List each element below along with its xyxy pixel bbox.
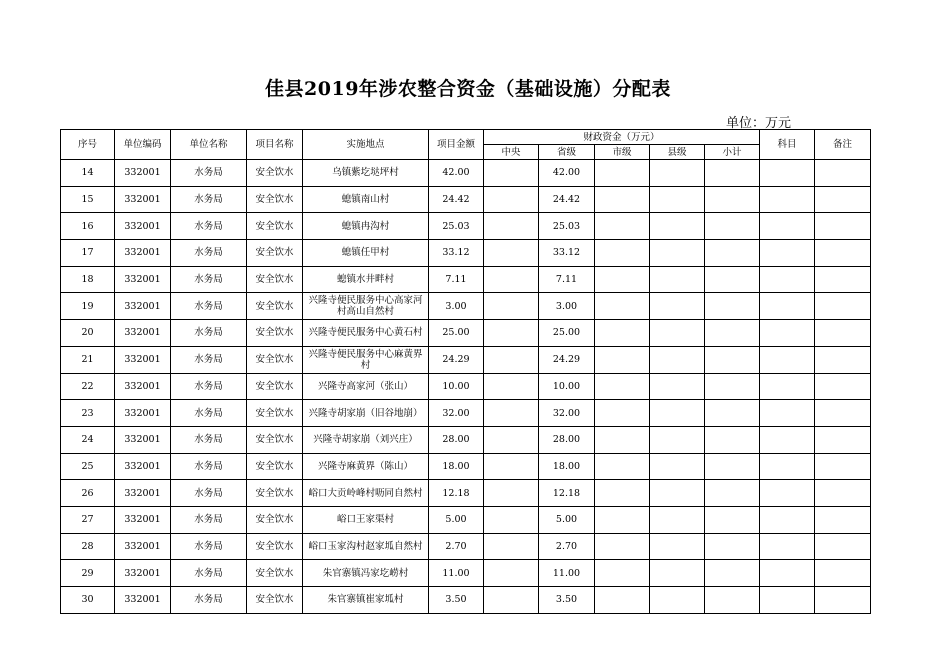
cell-subtotal bbox=[705, 266, 760, 293]
cell-city bbox=[595, 506, 650, 533]
cell-subtotal bbox=[705, 240, 760, 267]
cell-provincial: 5.00 bbox=[539, 506, 595, 533]
cell-provincial: 32.00 bbox=[539, 400, 595, 427]
cell-project-name: 安全饮水 bbox=[247, 213, 303, 240]
cell-provincial: 3.00 bbox=[539, 293, 595, 320]
table-row bbox=[61, 453, 871, 480]
cell-amount: 12.18 bbox=[429, 480, 484, 507]
cell-city bbox=[595, 373, 650, 400]
table-row bbox=[61, 320, 871, 347]
cell-unit-name: 水务局 bbox=[171, 533, 247, 560]
cell-county bbox=[650, 506, 705, 533]
cell-county bbox=[650, 533, 705, 560]
cell-central bbox=[484, 346, 539, 373]
cell-amount: 7.11 bbox=[429, 266, 484, 293]
cell-unit-name: 水务局 bbox=[171, 320, 247, 347]
header-subject: 科目 bbox=[760, 130, 815, 160]
cell-location: 螅镇水井畔村 bbox=[303, 266, 429, 293]
cell-central bbox=[484, 560, 539, 587]
cell-unit-code: 332001 bbox=[115, 506, 171, 533]
cell-amount: 42.00 bbox=[429, 160, 484, 187]
cell-city bbox=[595, 320, 650, 347]
cell-remarks bbox=[815, 480, 871, 507]
cell-subject bbox=[760, 320, 815, 347]
cell-provincial: 24.42 bbox=[539, 186, 595, 213]
cell-unit-name: 水务局 bbox=[171, 506, 247, 533]
cell-provincial: 10.00 bbox=[539, 373, 595, 400]
cell-county bbox=[650, 426, 705, 453]
cell-remarks bbox=[815, 293, 871, 320]
cell-unit-code: 332001 bbox=[115, 213, 171, 240]
cell-project-name: 安全饮水 bbox=[247, 453, 303, 480]
cell-seq: 14 bbox=[61, 160, 115, 187]
header-project-name: 项目名称 bbox=[247, 130, 303, 160]
cell-remarks bbox=[815, 266, 871, 293]
cell-unit-code: 332001 bbox=[115, 587, 171, 614]
cell-county bbox=[650, 320, 705, 347]
cell-seq: 15 bbox=[61, 186, 115, 213]
cell-location: 兴隆寺高家河（张山） bbox=[303, 373, 429, 400]
cell-unit-name: 水务局 bbox=[171, 293, 247, 320]
cell-location: 峪口玉家沟村赵家坬自然村 bbox=[303, 533, 429, 560]
cell-project-name: 安全饮水 bbox=[247, 186, 303, 213]
page-title: 佳县2019年涉农整合资金（基础设施）分配表 bbox=[265, 78, 671, 100]
allocation-table bbox=[60, 129, 871, 614]
cell-subtotal bbox=[705, 160, 760, 187]
cell-central bbox=[484, 373, 539, 400]
cell-project-name: 安全饮水 bbox=[247, 587, 303, 614]
cell-city bbox=[595, 240, 650, 267]
table-row bbox=[61, 213, 871, 240]
unit-label: 单位：万元 bbox=[726, 116, 792, 131]
cell-seq: 22 bbox=[61, 373, 115, 400]
table-row bbox=[61, 560, 871, 587]
cell-unit-name: 水务局 bbox=[171, 240, 247, 267]
cell-project-name: 安全饮水 bbox=[247, 506, 303, 533]
cell-county bbox=[650, 480, 705, 507]
cell-provincial: 18.00 bbox=[539, 453, 595, 480]
cell-city bbox=[595, 266, 650, 293]
cell-project-name: 安全饮水 bbox=[247, 426, 303, 453]
cell-location: 兴隆寺麻黄界（陈山） bbox=[303, 453, 429, 480]
cell-subtotal bbox=[705, 320, 760, 347]
cell-unit-name: 水务局 bbox=[171, 400, 247, 427]
cell-subtotal bbox=[705, 480, 760, 507]
cell-central bbox=[484, 213, 539, 240]
cell-county bbox=[650, 240, 705, 267]
cell-project-name: 安全饮水 bbox=[247, 266, 303, 293]
cell-provincial: 3.50 bbox=[539, 587, 595, 614]
cell-amount: 10.00 bbox=[429, 373, 484, 400]
table-row bbox=[61, 240, 871, 267]
table-row bbox=[61, 587, 871, 614]
cell-seq: 30 bbox=[61, 587, 115, 614]
cell-subject bbox=[760, 587, 815, 614]
header-amount: 项目金额 bbox=[429, 130, 484, 160]
cell-unit-code: 332001 bbox=[115, 293, 171, 320]
cell-unit-code: 332001 bbox=[115, 533, 171, 560]
table-row bbox=[61, 160, 871, 187]
cell-county bbox=[650, 560, 705, 587]
cell-city bbox=[595, 560, 650, 587]
cell-city bbox=[595, 480, 650, 507]
cell-unit-code: 332001 bbox=[115, 266, 171, 293]
header-finance-group: 财政资金（万元） bbox=[484, 130, 760, 145]
cell-subtotal bbox=[705, 186, 760, 213]
cell-subtotal bbox=[705, 560, 760, 587]
cell-subject bbox=[760, 400, 815, 427]
cell-seq: 26 bbox=[61, 480, 115, 507]
cell-unit-name: 水务局 bbox=[171, 453, 247, 480]
cell-location: 朱官寨镇崔家坬村 bbox=[303, 587, 429, 614]
cell-central bbox=[484, 320, 539, 347]
cell-city bbox=[595, 160, 650, 187]
cell-remarks bbox=[815, 373, 871, 400]
cell-subject bbox=[760, 160, 815, 187]
cell-unit-name: 水务局 bbox=[171, 426, 247, 453]
cell-unit-name: 水务局 bbox=[171, 186, 247, 213]
header-unit-name: 单位名称 bbox=[171, 130, 247, 160]
cell-amount: 25.00 bbox=[429, 320, 484, 347]
cell-unit-name: 水务局 bbox=[171, 587, 247, 614]
cell-unit-name: 水务局 bbox=[171, 480, 247, 507]
cell-amount: 32.00 bbox=[429, 400, 484, 427]
cell-subject bbox=[760, 480, 815, 507]
cell-unit-code: 332001 bbox=[115, 560, 171, 587]
table-row bbox=[61, 373, 871, 400]
cell-seq: 19 bbox=[61, 293, 115, 320]
cell-subject bbox=[760, 426, 815, 453]
cell-amount: 28.00 bbox=[429, 426, 484, 453]
table-row bbox=[61, 506, 871, 533]
cell-provincial: 11.00 bbox=[539, 560, 595, 587]
cell-city bbox=[595, 453, 650, 480]
cell-subtotal bbox=[705, 400, 760, 427]
cell-unit-name: 水务局 bbox=[171, 346, 247, 373]
header-seq: 序号 bbox=[61, 130, 115, 160]
header-city: 市级 bbox=[595, 145, 650, 160]
cell-central bbox=[484, 587, 539, 614]
cell-amount: 3.00 bbox=[429, 293, 484, 320]
cell-provincial: 33.12 bbox=[539, 240, 595, 267]
cell-central bbox=[484, 400, 539, 427]
cell-central bbox=[484, 506, 539, 533]
table-row bbox=[61, 533, 871, 560]
cell-subtotal bbox=[705, 293, 760, 320]
cell-amount: 11.00 bbox=[429, 560, 484, 587]
cell-subject bbox=[760, 186, 815, 213]
cell-amount: 24.42 bbox=[429, 186, 484, 213]
cell-seq: 21 bbox=[61, 346, 115, 373]
cell-remarks bbox=[815, 426, 871, 453]
cell-subtotal bbox=[705, 453, 760, 480]
cell-central bbox=[484, 480, 539, 507]
cell-seq: 16 bbox=[61, 213, 115, 240]
cell-remarks bbox=[815, 587, 871, 614]
cell-provincial: 42.00 bbox=[539, 160, 595, 187]
cell-project-name: 安全饮水 bbox=[247, 346, 303, 373]
cell-county bbox=[650, 266, 705, 293]
cell-county bbox=[650, 160, 705, 187]
cell-remarks bbox=[815, 320, 871, 347]
cell-county bbox=[650, 213, 705, 240]
cell-location: 峪口王家渠村 bbox=[303, 506, 429, 533]
cell-remarks bbox=[815, 213, 871, 240]
cell-provincial: 25.03 bbox=[539, 213, 595, 240]
cell-unit-name: 水务局 bbox=[171, 266, 247, 293]
header-central: 中央 bbox=[484, 145, 539, 160]
cell-subject bbox=[760, 213, 815, 240]
table-row bbox=[61, 480, 871, 507]
cell-seq: 23 bbox=[61, 400, 115, 427]
cell-amount: 18.00 bbox=[429, 453, 484, 480]
cell-city bbox=[595, 346, 650, 373]
header-location: 实施地点 bbox=[303, 130, 429, 160]
cell-county bbox=[650, 453, 705, 480]
cell-project-name: 安全饮水 bbox=[247, 560, 303, 587]
cell-unit-code: 332001 bbox=[115, 373, 171, 400]
cell-subject bbox=[760, 533, 815, 560]
cell-provincial: 24.29 bbox=[539, 346, 595, 373]
cell-unit-code: 332001 bbox=[115, 346, 171, 373]
cell-location: 螅镇南山村 bbox=[303, 186, 429, 213]
cell-unit-code: 332001 bbox=[115, 400, 171, 427]
cell-subtotal bbox=[705, 213, 760, 240]
cell-city bbox=[595, 213, 650, 240]
cell-provincial: 2.70 bbox=[539, 533, 595, 560]
cell-unit-code: 332001 bbox=[115, 480, 171, 507]
cell-location: 乌镇紫圪垯坪村 bbox=[303, 160, 429, 187]
cell-central bbox=[484, 240, 539, 267]
cell-unit-code: 332001 bbox=[115, 453, 171, 480]
cell-location: 兴隆寺胡家崩（刘兴庄） bbox=[303, 426, 429, 453]
cell-remarks bbox=[815, 160, 871, 187]
cell-project-name: 安全饮水 bbox=[247, 533, 303, 560]
cell-amount: 24.29 bbox=[429, 346, 484, 373]
cell-county bbox=[650, 346, 705, 373]
cell-county bbox=[650, 587, 705, 614]
cell-remarks bbox=[815, 240, 871, 267]
cell-location: 螅镇冉沟村 bbox=[303, 213, 429, 240]
cell-provincial: 25.00 bbox=[539, 320, 595, 347]
cell-remarks bbox=[815, 400, 871, 427]
cell-subject bbox=[760, 506, 815, 533]
cell-project-name: 安全饮水 bbox=[247, 480, 303, 507]
cell-unit-code: 332001 bbox=[115, 240, 171, 267]
cell-city bbox=[595, 293, 650, 320]
cell-seq: 18 bbox=[61, 266, 115, 293]
cell-unit-name: 水务局 bbox=[171, 160, 247, 187]
cell-unit-name: 水务局 bbox=[171, 560, 247, 587]
cell-subject bbox=[760, 266, 815, 293]
cell-location: 螅镇任甲村 bbox=[303, 240, 429, 267]
cell-location: 兴隆寺便民服务中心黄石村 bbox=[303, 320, 429, 347]
cell-provincial: 7.11 bbox=[539, 266, 595, 293]
cell-seq: 20 bbox=[61, 320, 115, 347]
cell-subtotal bbox=[705, 587, 760, 614]
cell-amount: 2.70 bbox=[429, 533, 484, 560]
header-county: 县级 bbox=[650, 145, 705, 160]
cell-city bbox=[595, 533, 650, 560]
cell-central bbox=[484, 293, 539, 320]
cell-project-name: 安全饮水 bbox=[247, 240, 303, 267]
cell-seq: 24 bbox=[61, 426, 115, 453]
cell-city bbox=[595, 186, 650, 213]
cell-central bbox=[484, 186, 539, 213]
cell-project-name: 安全饮水 bbox=[247, 373, 303, 400]
cell-remarks bbox=[815, 346, 871, 373]
cell-project-name: 安全饮水 bbox=[247, 293, 303, 320]
cell-remarks bbox=[815, 186, 871, 213]
cell-city bbox=[595, 400, 650, 427]
cell-subject bbox=[760, 453, 815, 480]
cell-seq: 17 bbox=[61, 240, 115, 267]
cell-central bbox=[484, 160, 539, 187]
table-row bbox=[61, 346, 871, 373]
cell-project-name: 安全饮水 bbox=[247, 320, 303, 347]
cell-subject bbox=[760, 373, 815, 400]
cell-central bbox=[484, 266, 539, 293]
cell-subject bbox=[760, 293, 815, 320]
cell-unit-name: 水务局 bbox=[171, 373, 247, 400]
header-unit-code: 单位编码 bbox=[115, 130, 171, 160]
cell-city bbox=[595, 426, 650, 453]
cell-location: 兴隆寺便民服务中心高家河村高山自然村 bbox=[303, 293, 429, 320]
cell-location: 朱官寨镇冯家圪崂村 bbox=[303, 560, 429, 587]
cell-subtotal bbox=[705, 426, 760, 453]
cell-project-name: 安全饮水 bbox=[247, 160, 303, 187]
cell-location: 兴隆寺胡家崩（旧谷地崩） bbox=[303, 400, 429, 427]
cell-remarks bbox=[815, 533, 871, 560]
cell-amount: 5.00 bbox=[429, 506, 484, 533]
cell-unit-code: 332001 bbox=[115, 320, 171, 347]
cell-seq: 29 bbox=[61, 560, 115, 587]
cell-county bbox=[650, 400, 705, 427]
cell-county bbox=[650, 373, 705, 400]
cell-provincial: 28.00 bbox=[539, 426, 595, 453]
cell-unit-name: 水务局 bbox=[171, 213, 247, 240]
cell-amount: 33.12 bbox=[429, 240, 484, 267]
header-subtotal: 小计 bbox=[705, 145, 760, 160]
cell-unit-code: 332001 bbox=[115, 426, 171, 453]
cell-county bbox=[650, 186, 705, 213]
cell-remarks bbox=[815, 453, 871, 480]
header-row-top bbox=[61, 130, 871, 145]
cell-amount: 3.50 bbox=[429, 587, 484, 614]
cell-subtotal bbox=[705, 373, 760, 400]
cell-provincial: 12.18 bbox=[539, 480, 595, 507]
table-row bbox=[61, 426, 871, 453]
cell-county bbox=[650, 293, 705, 320]
cell-amount: 25.03 bbox=[429, 213, 484, 240]
cell-city bbox=[595, 587, 650, 614]
cell-remarks bbox=[815, 560, 871, 587]
cell-subtotal bbox=[705, 533, 760, 560]
cell-remarks bbox=[815, 506, 871, 533]
table-row bbox=[61, 266, 871, 293]
table-row bbox=[61, 186, 871, 213]
cell-seq: 28 bbox=[61, 533, 115, 560]
cell-location: 峪口大贡岭峰村呖同自然村 bbox=[303, 480, 429, 507]
cell-central bbox=[484, 426, 539, 453]
cell-subject bbox=[760, 240, 815, 267]
table-row bbox=[61, 293, 871, 320]
cell-project-name: 安全饮水 bbox=[247, 400, 303, 427]
table-row bbox=[61, 400, 871, 427]
cell-central bbox=[484, 453, 539, 480]
cell-location: 兴隆寺便民服务中心麻黄界村 bbox=[303, 346, 429, 373]
cell-subject bbox=[760, 560, 815, 587]
header-provincial: 省级 bbox=[539, 145, 595, 160]
cell-subtotal bbox=[705, 346, 760, 373]
cell-subtotal bbox=[705, 506, 760, 533]
cell-subject bbox=[760, 346, 815, 373]
cell-seq: 25 bbox=[61, 453, 115, 480]
cell-central bbox=[484, 533, 539, 560]
cell-unit-code: 332001 bbox=[115, 160, 171, 187]
cell-unit-code: 332001 bbox=[115, 186, 171, 213]
header-remarks: 备注 bbox=[815, 130, 871, 160]
cell-seq: 27 bbox=[61, 506, 115, 533]
